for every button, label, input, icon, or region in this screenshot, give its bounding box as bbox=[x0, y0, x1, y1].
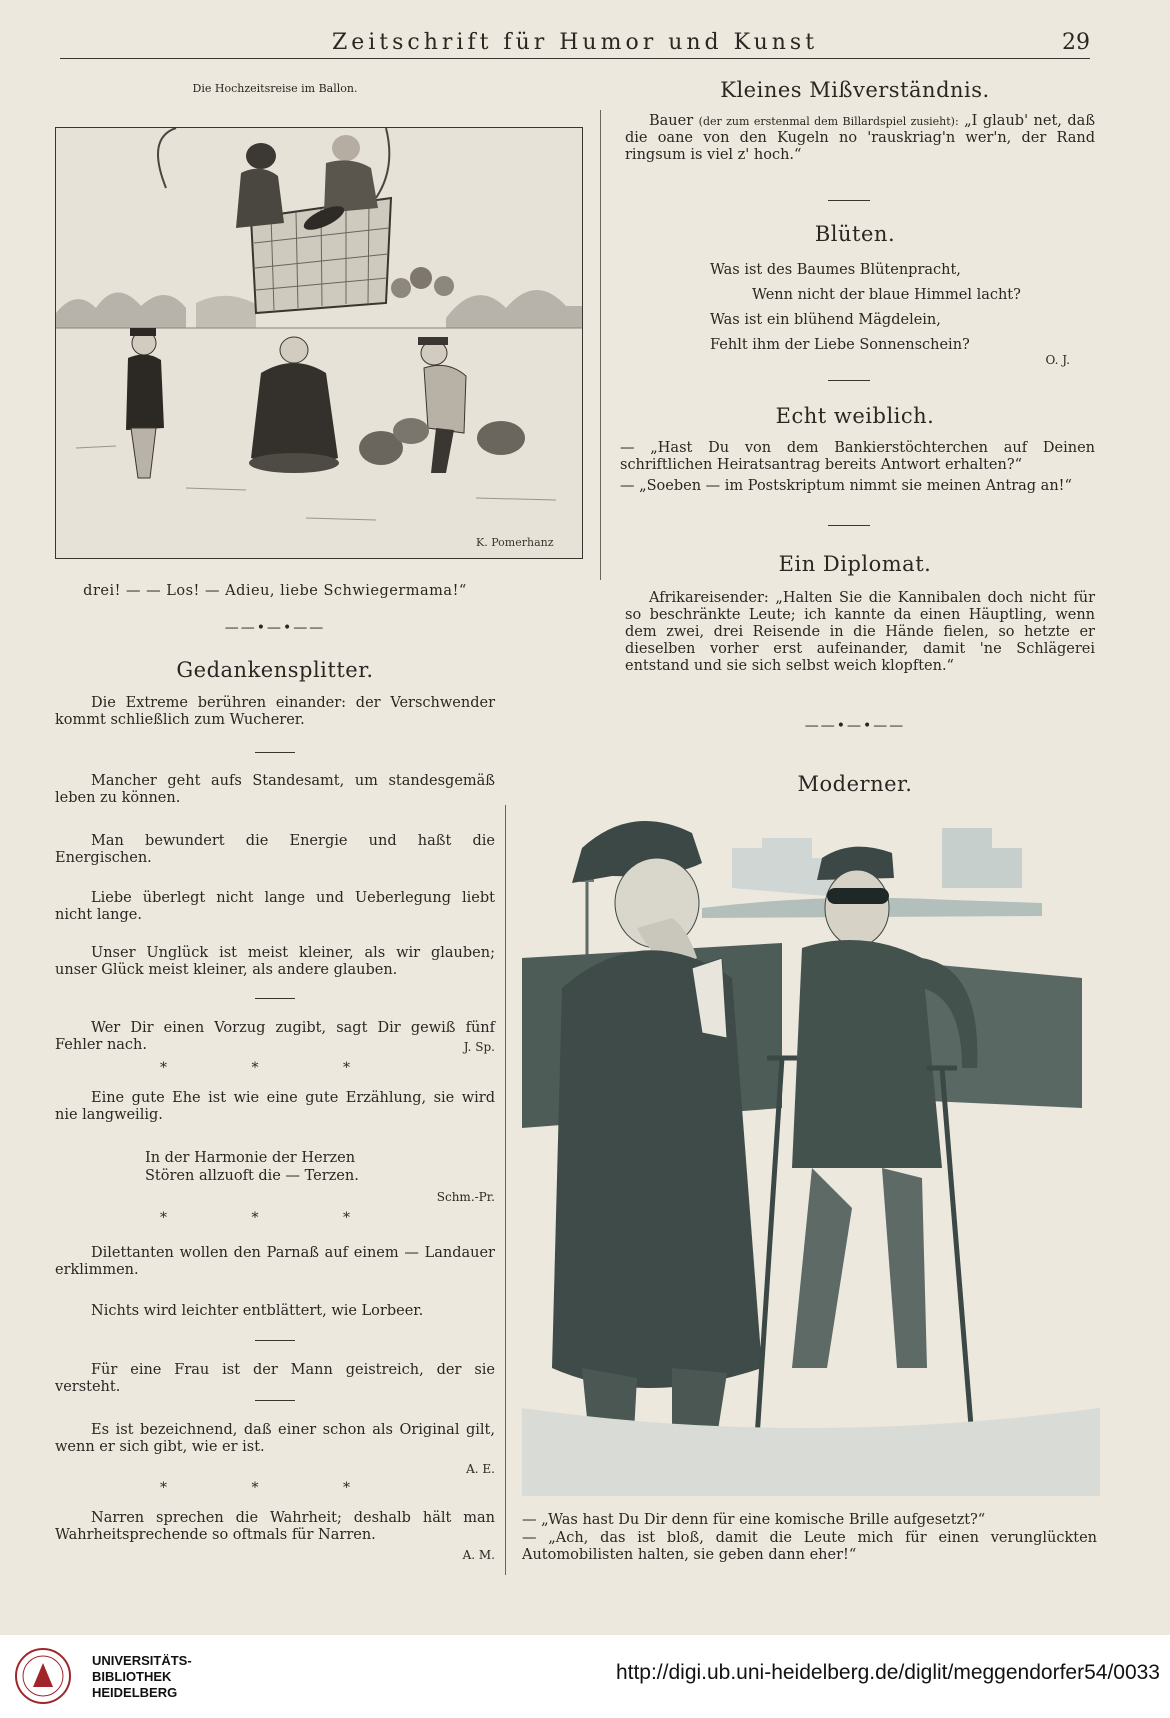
column-divider bbox=[600, 110, 601, 580]
university-seal-icon bbox=[14, 1647, 72, 1705]
dialogue-line: — „Ach, das ist bloß, damit die Leute mich für einen verunglückten Automobilisten halten, sie geben dann eher!“ bbox=[522, 1530, 1097, 1563]
separator-rule bbox=[255, 752, 295, 753]
speaker: Bauer bbox=[649, 113, 694, 129]
library-footer bbox=[0, 1635, 1170, 1718]
aphorism: Es ist bezeichnend, daß einer schon als Original gilt, wenn er sich gibt, wie er ist. bbox=[55, 1422, 495, 1455]
verse-line: In der Harmonie der Herzen bbox=[145, 1150, 356, 1166]
section-title-diplomat: Ein Diplomat. bbox=[778, 552, 932, 576]
dialogue: „Halten Sie die Kannibalen doch nicht für so beschränkte Leute; ich kannte da einen Häuptling, wenn dem zwei, drei Reisende in die Hände fielen, so hetzte er dieselben vorher erst aufeinander, damit 'ne Schlägerei entstand und sie sich selbst weich klopften.“ bbox=[625, 590, 1096, 674]
library-name-line: BIBLIOTHEK bbox=[92, 1669, 172, 1684]
aphorism: Mancher geht aufs Standesamt, um standesgemäß leben zu können. bbox=[55, 773, 495, 806]
aphorism: Nichts wird leichter entblättert, wie Lorbeer. bbox=[91, 1303, 424, 1319]
separator-rule bbox=[828, 525, 870, 526]
stage-direction: (der zum erstenmal dem Billardspiel zusieht): bbox=[698, 115, 959, 128]
separator-rule bbox=[255, 1340, 295, 1341]
left-ornament: ——•—•—— bbox=[224, 620, 326, 636]
separator-rule bbox=[828, 200, 870, 201]
diplomat-text bbox=[625, 590, 1095, 675]
section-title-thoughts: Gedankensplitter. bbox=[176, 658, 374, 682]
library-name-line: UNIVERSITÄTS- bbox=[92, 1653, 192, 1668]
poem-line: Was ist des Baumes Blütenpracht, bbox=[710, 262, 961, 278]
dialogue-line: — „Was hast Du Dir denn für eine komische Brille aufgesetzt?“ bbox=[522, 1512, 986, 1528]
aphorism: Für eine Frau ist der Mann geistreich, der sie versteht. bbox=[55, 1362, 495, 1395]
separator-rule bbox=[255, 998, 295, 999]
aphorism-author: J. Sp. bbox=[463, 1040, 495, 1054]
poem-line: Was ist ein blühend Mägdelein, bbox=[710, 312, 941, 328]
asterism: * * * bbox=[160, 1210, 390, 1226]
section-title-feminine: Echt weiblich. bbox=[775, 404, 935, 428]
section-title-misunderstanding: Kleines Mißverständnis. bbox=[720, 78, 990, 102]
poem-author: O. J. bbox=[1045, 353, 1070, 367]
poem-line: Fehlt ihm der Liebe Sonnenschein? bbox=[710, 337, 970, 353]
aphorism: Man bewundert die Energie und haßt die Energischen. bbox=[55, 833, 495, 866]
aphorism: Wer Dir einen Vorzug zugibt, sagt Dir gewiß fünf Fehler nach. bbox=[55, 1020, 495, 1053]
asterism: * * * bbox=[160, 1480, 390, 1496]
library-name-line: HEIDELBERG bbox=[92, 1685, 178, 1700]
dialogue-line: — „Hast Du von dem Bankierstöchterchen auf Deinen schriftlichen Heiratsantrag bereits Antwort erhalten?“ bbox=[620, 440, 1095, 473]
balloon-punchline: drei! — — Los! — Adieu, liebe Schwiegermama!“ bbox=[83, 583, 467, 599]
section-title-blossoms: Blüten. bbox=[814, 222, 896, 246]
poem-line: Wenn nicht der blaue Himmel lacht? bbox=[752, 287, 1021, 303]
library-name bbox=[92, 1653, 192, 1701]
verse-line: Stören allzuoft die — Terzen. bbox=[145, 1168, 359, 1184]
aphorism-author: A. E. bbox=[466, 1462, 495, 1476]
column-divider bbox=[505, 805, 506, 1575]
asterism: * * * bbox=[160, 1060, 390, 1076]
source-url-link[interactable]: http://digi.ub.uni-heidelberg.de/diglit/meggendorfer54/0033 bbox=[615, 1661, 1160, 1684]
balloon-illustration bbox=[55, 127, 583, 559]
section-title-modern: Moderner. bbox=[797, 772, 913, 796]
verse-author: Schm.-Pr. bbox=[436, 1190, 495, 1204]
aphorism-author: A. M. bbox=[462, 1548, 495, 1562]
balloon-illustration-caption: Die Hochzeitsreise im Ballon. bbox=[192, 82, 358, 95]
aphorism: Eine gute Ehe ist wie eine gute Erzählung, sie wird nie langweilig. bbox=[55, 1090, 495, 1123]
page-header bbox=[60, 28, 1090, 59]
running-title: Zeitschrift für Humor und Kunst bbox=[331, 30, 819, 55]
right-ornament: ——•—•—— bbox=[804, 718, 906, 734]
speaker: Afrikareisender: bbox=[649, 590, 769, 606]
dialogue-line: — „Soeben — im Postskriptum nimmt sie meinen Antrag an!“ bbox=[620, 478, 1072, 494]
aphorism: Liebe überlegt nicht lange und Ueberlegung liebt nicht lange. bbox=[55, 890, 495, 923]
aphorism: Narren sprechen die Wahrheit; deshalb hält man Wahrheitsprechende so oftmals für Narren. bbox=[55, 1510, 495, 1543]
modern-illustration bbox=[522, 808, 1100, 1496]
balloon-illustration-signature: K. Pomerhanz bbox=[476, 536, 554, 549]
misunderstanding-text bbox=[625, 113, 1095, 164]
separator-rule bbox=[828, 380, 870, 381]
aphorism: Die Extreme berühren einander: der Verschwender kommt schließlich zum Wucherer. bbox=[55, 695, 495, 728]
aphorism: Unser Unglück ist meist kleiner, als wir glauben; unser Glück meist kleiner, als andere glauben. bbox=[55, 945, 495, 978]
dialogue: „I glaub' net, daß die oane von den Kugeln no 'rauskriag'n wer'n, der Rand ringsum is viel z' hoch.“ bbox=[625, 113, 1096, 163]
separator-rule bbox=[255, 1400, 295, 1401]
page-number: 29 bbox=[1062, 30, 1090, 55]
aphorism: Dilettanten wollen den Parnaß auf einem — Landauer erklimmen. bbox=[55, 1245, 495, 1278]
